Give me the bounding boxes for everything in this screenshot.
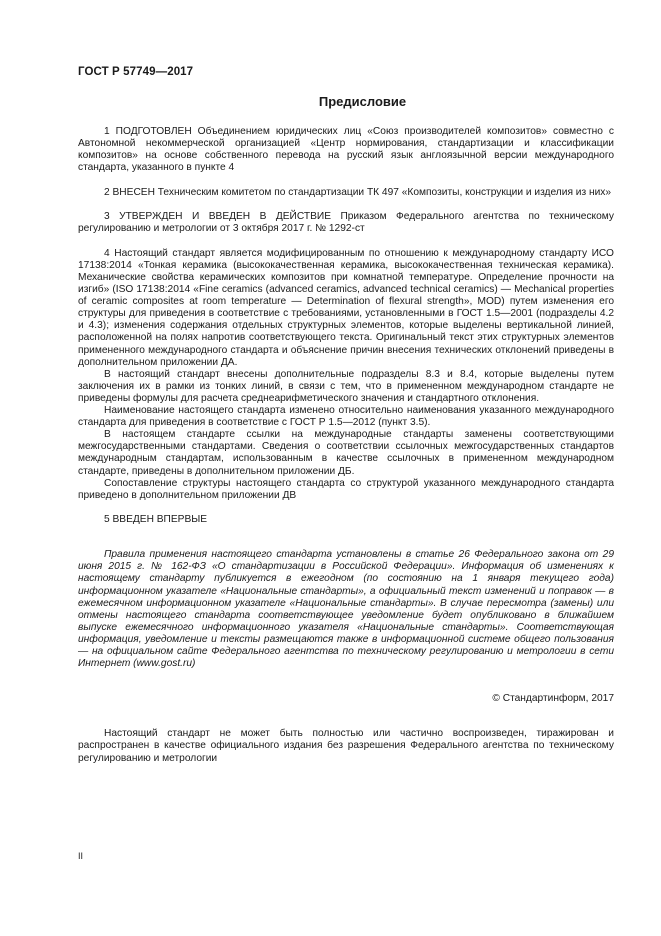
copyright-line: © Стандартинформ, 2017	[492, 693, 614, 705]
preface-body	[78, 126, 614, 765]
preface-item-4-paragraph-4: В настоящем стандарте ссылки на международные стандарты заменены соответствующими межгосударственными стандартами. Сведения о соответствии ссылочных межгосударственных стандартов международным стандартам, использованным в качестве ссылочных в примененном международном стандарте, приведены в дополнительном приложении ДБ.	[78, 429, 614, 477]
preface-item-1: 1 ПОДГОТОВЛЕН Объединением юридических лиц «Союз производителей композитов» совместно с Автономной некоммерческой организацией «Центр нормирования, стандартизации и классификации композитов» на основе собственного перевода на русский язык англоязычной версии международного стандарта, указанного в пункте 4	[78, 126, 614, 174]
preface-item-4-paragraph-1: 4 Настоящий стандарт является модифицированным по отношению к международному стандарту ИСО 17138:2014 «Тонкая керамика (высококачественная керамика, высококачественная техническая керамика). Механические свойства керамических композитов при комнатной температуре. Определение прочности на изгиб» (ISO 17138:2014 «Fine ceramics (advanced ceramics, advanced technical ceramics) — Mechanical properties of ceramic composites at room temperature — Determination of flexural strength», MOD) путем изменения его структуры для приведения в соответствие с требованиями, установленными в ГОСТ 1.5—2001 (подразделы 4.2 и 4.3); изменения содержания отдельных структурных элементов, которые выделены вертикальной линией, расположенной на полях напротив соответствующего текста. Оригинальный текст этих структурных элементов примененного международного стандарта и объяснение причин внесения технических отклонений приведены в дополнительном приложении ДА.	[78, 247, 614, 368]
page-number: II	[78, 851, 84, 861]
application-rules-notice: Правила применения настоящего стандарта установлены в статье 26 Федерального закона от 29 июня 2015 г. № 162-ФЗ «О стандартизации в Российской Федерации». Информация об изменениях к настоящему стандарту публикуется в ежегодном (по состоянию на 1 января текущего года) информационном указателе «Национальные стандарты», а официальный текст изменений и поправок — в ежемесячном информационном указателе «Национальные стандарты». В случае пересмотра (замены) или отмены настоящего стандарта соответствующее уведомление будет опубликовано в ближайшем выпуске ежемесячного информационного указателя «Национальные стандарты». Соответствующая информация, уведомление и тексты размещаются также в информационной системе общего пользования — на официальном сайте Федерального агентства по техническому регулированию и метрологии в сети Интернет (www.gost.ru)	[78, 549, 614, 670]
preface-item-4-paragraph-2: В настоящий стандарт внесены дополнительные подразделы 8.3 и 8.4, которые выделены путем заключения их в рамки из тонких линий, в связи с тем, что в примененном международном стандарте не приведены формулы для расчета среднеарифметического значения и стандартного отклонения.	[78, 368, 614, 404]
preface-item-4-paragraph-5: Сопоставление структуры настоящего стандарта со структурой указанного международного стандарта приведено в дополнительном приложении ДВ	[78, 477, 614, 501]
preface-item-4-paragraph-3: Наименование настоящего стандарта изменено относительно наименования указанного международного стандарта для приведения в соответствие с ГОСТ Р 1.5—2012 (пункт 3.5).	[78, 405, 614, 429]
reproduction-notice: Настоящий стандарт не может быть полностью или частично воспроизведен, тиражирован и распространен в качестве официального издания без разрешения Федерального агентства по техническому регулированию и метрологии	[78, 728, 614, 764]
document-header: ГОСТ Р 57749—2017	[78, 66, 194, 78]
preface-item-2: 2 ВНЕСЕН Техническим комитетом по стандартизации ТК 497 «Композиты, конструкции и изделия из них»	[104, 186, 612, 198]
page-title: Предисловие	[318, 94, 407, 109]
preface-item-3: 3 УТВЕРЖДЕН И ВВЕДЕН В ДЕЙСТВИЕ Приказом Федерального агентства по техническому регулированию и метрологии от 3 октября 2017 г. № 1292-ст	[78, 211, 614, 235]
preface-item-5: 5 ВВЕДЕН ВПЕРВЫЕ	[104, 514, 208, 526]
